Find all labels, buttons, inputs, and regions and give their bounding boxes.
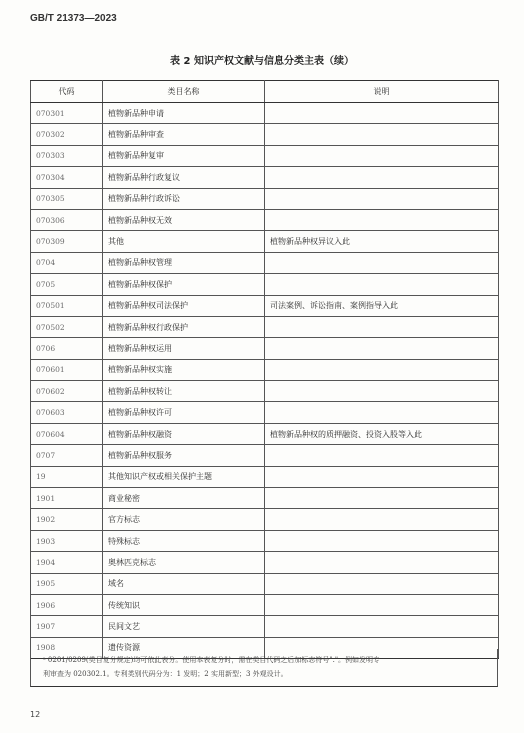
table-row [31,594,499,615]
cell-code: 1907 [31,616,103,637]
cell-code: 070502 [31,316,103,337]
table-row [31,316,499,337]
cell-name: 植物新品种权服务 [103,445,265,466]
cell-name: 其他知识产权或相关保护主题 [103,466,265,487]
cell-desc [265,573,499,594]
table-row [31,124,499,145]
cell-desc [265,188,499,209]
cell-code: 1904 [31,552,103,573]
table-row [31,488,499,509]
table-row [31,466,499,487]
cell-desc [265,338,499,359]
cell-name: 植物新品种审查 [103,124,265,145]
cell-code: 070304 [31,167,103,188]
cell-name: 遗传资源 [103,637,265,658]
cell-code: 070604 [31,423,103,444]
column-header-name: 类目名称 [103,81,265,103]
table-row [31,381,499,402]
cell-desc [265,445,499,466]
cell-code: 070501 [31,295,103,316]
table-row [31,402,499,423]
cell-name: 民间文艺 [103,616,265,637]
table-row [31,616,499,637]
cell-code: 070301 [31,103,103,124]
cell-code: 070303 [31,145,103,166]
page-number: 12 [30,710,41,719]
cell-desc [265,145,499,166]
cell-code: 0706 [31,338,103,359]
cell-desc [265,252,499,273]
cell-code: 19 [31,466,103,487]
column-header-desc: 说明 [265,81,499,103]
cell-name: 植物新品种权无效 [103,209,265,230]
cell-name: 植物新品种权司法保护 [103,295,265,316]
cell-name: 官方标志 [103,509,265,530]
cell-name: 其他 [103,231,265,252]
cell-desc [265,381,499,402]
cell-desc [265,167,499,188]
cell-name: 植物新品种权实施 [103,359,265,380]
table-row [31,167,499,188]
table-row [31,423,499,444]
cell-name: 域名 [103,573,265,594]
cell-desc [265,316,499,337]
cell-desc [265,124,499,145]
cell-name: 植物新品种权保护 [103,274,265,295]
cell-name: 传统知识 [103,594,265,615]
cell-code: 1908 [31,637,103,658]
cell-code: 1901 [31,488,103,509]
cell-name: 植物新品种复审 [103,145,265,166]
table-row [31,338,499,359]
table-row [31,530,499,551]
table-row [31,573,499,594]
cell-desc [265,509,499,530]
cell-code: 0705 [31,274,103,295]
footnote-line-1: ᵃ 0201/0209(类目复分规定)均可依此表分。使用本表复分时，需在类目代码之后加标志符号"."。例如发明专 [43,656,381,664]
table-row [31,509,499,530]
cell-desc [265,402,499,423]
table-row [31,359,499,380]
table-row [31,295,499,316]
cell-name: 植物新品种权管理 [103,252,265,273]
table-title: 表 2 知识产权文献与信息分类主表（续） [170,56,354,67]
cell-code: 070306 [31,209,103,230]
cell-desc [265,359,499,380]
cell-desc [265,274,499,295]
table-row [31,445,499,466]
cell-desc: 植物新品种权的质押融资、投资入股等入此 [265,423,499,444]
standard-number: GB/T 21373—2023 [30,13,117,24]
cell-code: 0704 [31,252,103,273]
cell-name: 植物新品种权转让 [103,381,265,402]
table-row [31,209,499,230]
cell-desc: 植物新品种权异议入此 [265,231,499,252]
cell-code: 1906 [31,594,103,615]
table-row [31,145,499,166]
cell-code: 1905 [31,573,103,594]
table-footnote [30,649,498,687]
cell-name: 植物新品种权行政保护 [103,316,265,337]
table-row [31,188,499,209]
table-row [31,274,499,295]
footnote-line-2: 利审查为 020302.1。专利类别代码分为：1 发明；2 实用新型；3 外观设计。 [43,670,288,678]
cell-desc [265,530,499,551]
cell-name: 植物新品种行政复议 [103,167,265,188]
table-row [31,231,499,252]
cell-desc [265,488,499,509]
cell-code: 070305 [31,188,103,209]
cell-name: 植物新品种权许可 [103,402,265,423]
cell-desc [265,209,499,230]
classification-table [30,80,499,659]
cell-code: 1903 [31,530,103,551]
cell-code: 1902 [31,509,103,530]
table-row [31,552,499,573]
table-row [31,103,499,124]
cell-name: 特殊标志 [103,530,265,551]
cell-name: 商业秘密 [103,488,265,509]
cell-desc [265,594,499,615]
cell-desc [265,466,499,487]
cell-name: 植物新品种行政诉讼 [103,188,265,209]
cell-name: 植物新品种申请 [103,103,265,124]
cell-name: 植物新品种权运用 [103,338,265,359]
column-header-code: 代码 [31,81,103,103]
cell-code: 070603 [31,402,103,423]
cell-desc: 司法案例、诉讼指南、案例指导入此 [265,295,499,316]
cell-name: 植物新品种权融资 [103,423,265,444]
cell-code: 0707 [31,445,103,466]
cell-desc [265,552,499,573]
cell-code: 070601 [31,359,103,380]
cell-desc [265,616,499,637]
table-header-row [31,81,499,103]
cell-name: 奥林匹克标志 [103,552,265,573]
cell-code: 070309 [31,231,103,252]
cell-desc [265,103,499,124]
table-row [31,252,499,273]
cell-code: 070602 [31,381,103,402]
cell-code: 070302 [31,124,103,145]
